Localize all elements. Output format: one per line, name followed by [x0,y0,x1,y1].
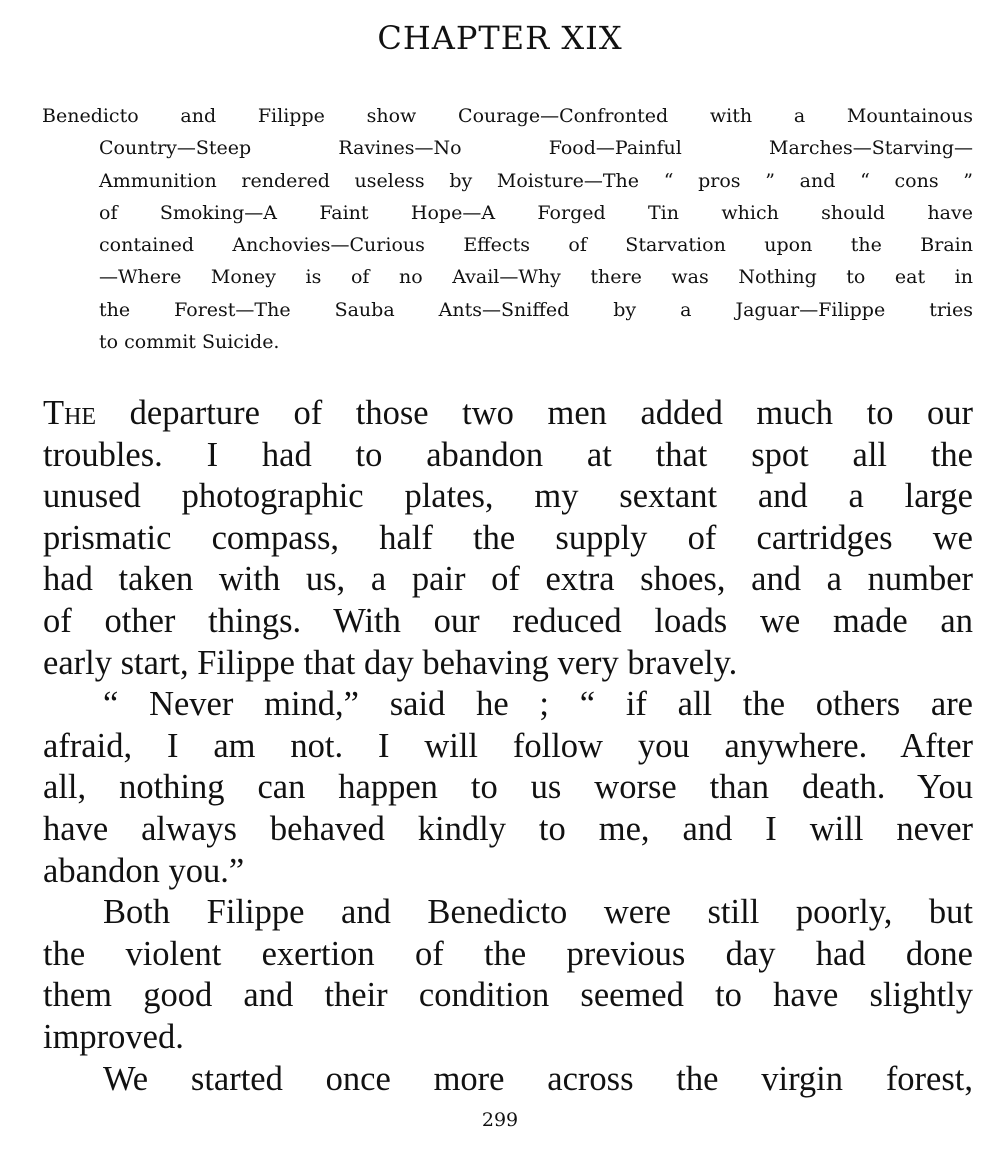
body-line: troubles. I had to abandon at that spot all the [43,435,973,474]
body-line: early start, Filippe that day behaving very bravely. [43,643,738,682]
first-line-rest: departure of those two men added much to our [96,394,973,432]
body-line: all, nothing can happen to us worse than death. You [43,768,973,807]
body-line: improved. [43,1017,184,1056]
synopsis-line: Country—Steep Ravines—No Food—Painful Marches—Starving— [99,137,973,160]
chapter-heading: CHAPTER XIX [377,19,623,57]
body-line: Both Filippe and Benedicto were still poorly, but [103,893,973,932]
body-line: have always behaved kindly to me, and I will never [43,809,973,848]
body-line: of other things. With our reduced loads we made an [43,601,973,640]
synopsis-line: contained Anchovies—Curious Effects of Starvation upon the Brain [99,234,973,257]
body-line: them good and their condition seemed to have slightly [43,976,973,1015]
body-line: had taken with us, a pair of extra shoes, and a number [43,560,973,599]
body-line: prismatic compass, half the supply of cartridges we [43,518,973,557]
body-line: “ Never mind,” said he ; “ if all the others are [103,685,973,724]
body-line-first [43,393,973,435]
body-line: unused photographic plates, my sextant and a large [43,477,973,516]
synopsis-line: Benedicto and Filippe show Courage—Confronted with a Mountainous [42,105,973,127]
synopsis-line: —Where Money is of no Avail—Why there was Nothing to eat in [99,266,973,289]
synopsis-line: of Smoking—A Faint Hope—A Forged Tin which should have [99,201,973,224]
synopsis-line: Ammunition rendered useless by Moisture—The “ pros ” and “ cons ” [99,169,973,192]
synopsis-line: to commit Suicide. [99,331,280,354]
body-line: abandon you.” [43,851,245,890]
synopsis-line: the Forest—The Sauba Ants—Sniffed by a Jaguar—Filippe tries [99,298,973,321]
body-line: the violent exertion of the previous day had done [43,934,973,973]
opening-word: The [43,394,97,432]
chapter-synopsis [42,100,973,358]
page-number: 299 [481,1109,519,1131]
body-line: We started once more across the virgin forest, [103,1059,973,1098]
body-line: afraid, I am not. I will follow you anywhere. After [43,726,973,765]
body-text [43,393,973,1100]
